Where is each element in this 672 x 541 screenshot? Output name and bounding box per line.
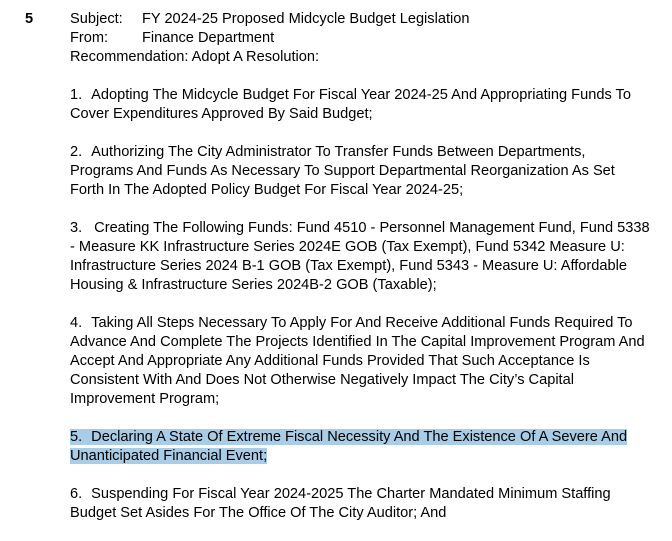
item-number: 1.: [70, 87, 83, 103]
item-text: Declaring A State Of Extreme Fiscal Necessity And The Existence Of A Severe And: [91, 429, 628, 445]
item-text: Taking All Steps Necessary To Apply For And Receive Additional Funds Required To: [91, 315, 633, 331]
item-line: [70, 86, 665, 105]
subject-label: Subject:: [70, 11, 123, 27]
text-highlight: [70, 429, 627, 445]
item-text: - Measure KK Infrastructure Series 2024E GOB (Tax Exempt), Fund 5342 Measure U:: [70, 239, 625, 255]
text-highlight: Unanticipated Financial Event;: [70, 448, 268, 464]
subject-value: FY 2024-25 Proposed Midcycle Budget Legislation: [142, 11, 470, 27]
item-line: [70, 143, 665, 162]
item-line: [70, 485, 665, 504]
item-number: 2.: [70, 144, 83, 160]
item-text: Infrastructure Series 2024 B-1 GOB (Tax Exempt), Fund 5343 - Measure U: Affordable: [70, 258, 627, 274]
from-label: From:: [70, 30, 109, 46]
agenda-item-content: [70, 10, 665, 523]
item-text: Advance And Complete The Projects Identified In The Capital Improvement Program And: [70, 334, 645, 350]
recommendation-line: Recommendation: Adopt A Resolution:: [70, 49, 320, 65]
item-text: Programs And Funds As Necessary To Support Departmental Reorganization As Set: [70, 163, 615, 179]
item-number: 5.: [70, 429, 83, 445]
item-text: Accept And Appropriate Any Additional Funds Provided That Such Acceptance Is: [70, 353, 590, 369]
resolution-item-2: [70, 143, 665, 200]
agenda-item-number: 5: [25, 11, 34, 27]
item-text: Suspending For Fiscal Year 2024-2025 The Charter Mandated Minimum Staffing: [91, 486, 611, 502]
item-text: Forth In The Adopted Policy Budget For Fiscal Year 2024-25;: [70, 182, 464, 198]
item-text: Creating The Following Funds: Fund 4510 - Personnel Management Fund, Fund 5338: [94, 220, 650, 236]
item-line: [70, 314, 665, 333]
item-text: Authorizing The City Administrator To Transfer Funds Between Departments,: [91, 144, 586, 160]
resolution-item-4: [70, 314, 665, 409]
item-number: 3.: [70, 220, 83, 236]
item-line: [70, 428, 665, 447]
item-text: Housing & Infrastructure Series 2024B-2 GOB (Taxable);: [70, 277, 437, 293]
item-text: Adopting The Midcycle Budget For Fiscal Year 2024-25 And Appropriating Funds To: [91, 87, 631, 103]
item-text: Improvement Program;: [70, 391, 220, 407]
resolution-item-3: [70, 219, 665, 295]
from-value: Finance Department: [142, 30, 275, 46]
subject-line: [70, 10, 665, 29]
item-text: Cover Expenditures Approved By Said Budget;: [70, 106, 373, 122]
item-line: [70, 219, 665, 238]
item-line: [70, 447, 665, 466]
resolution-item-6: [70, 485, 665, 523]
resolution-item-1: [70, 86, 665, 124]
item-number: 6.: [70, 486, 83, 502]
item-text: Consistent With And Does Not Otherwise Negatively Impact The City’s Capital: [70, 372, 574, 388]
item-text: Budget Set Asides For The Office Of The City Auditor; And: [70, 505, 447, 521]
item-number: 4.: [70, 315, 83, 331]
from-line: [70, 29, 665, 48]
resolution-item-5-highlighted: [70, 428, 665, 466]
